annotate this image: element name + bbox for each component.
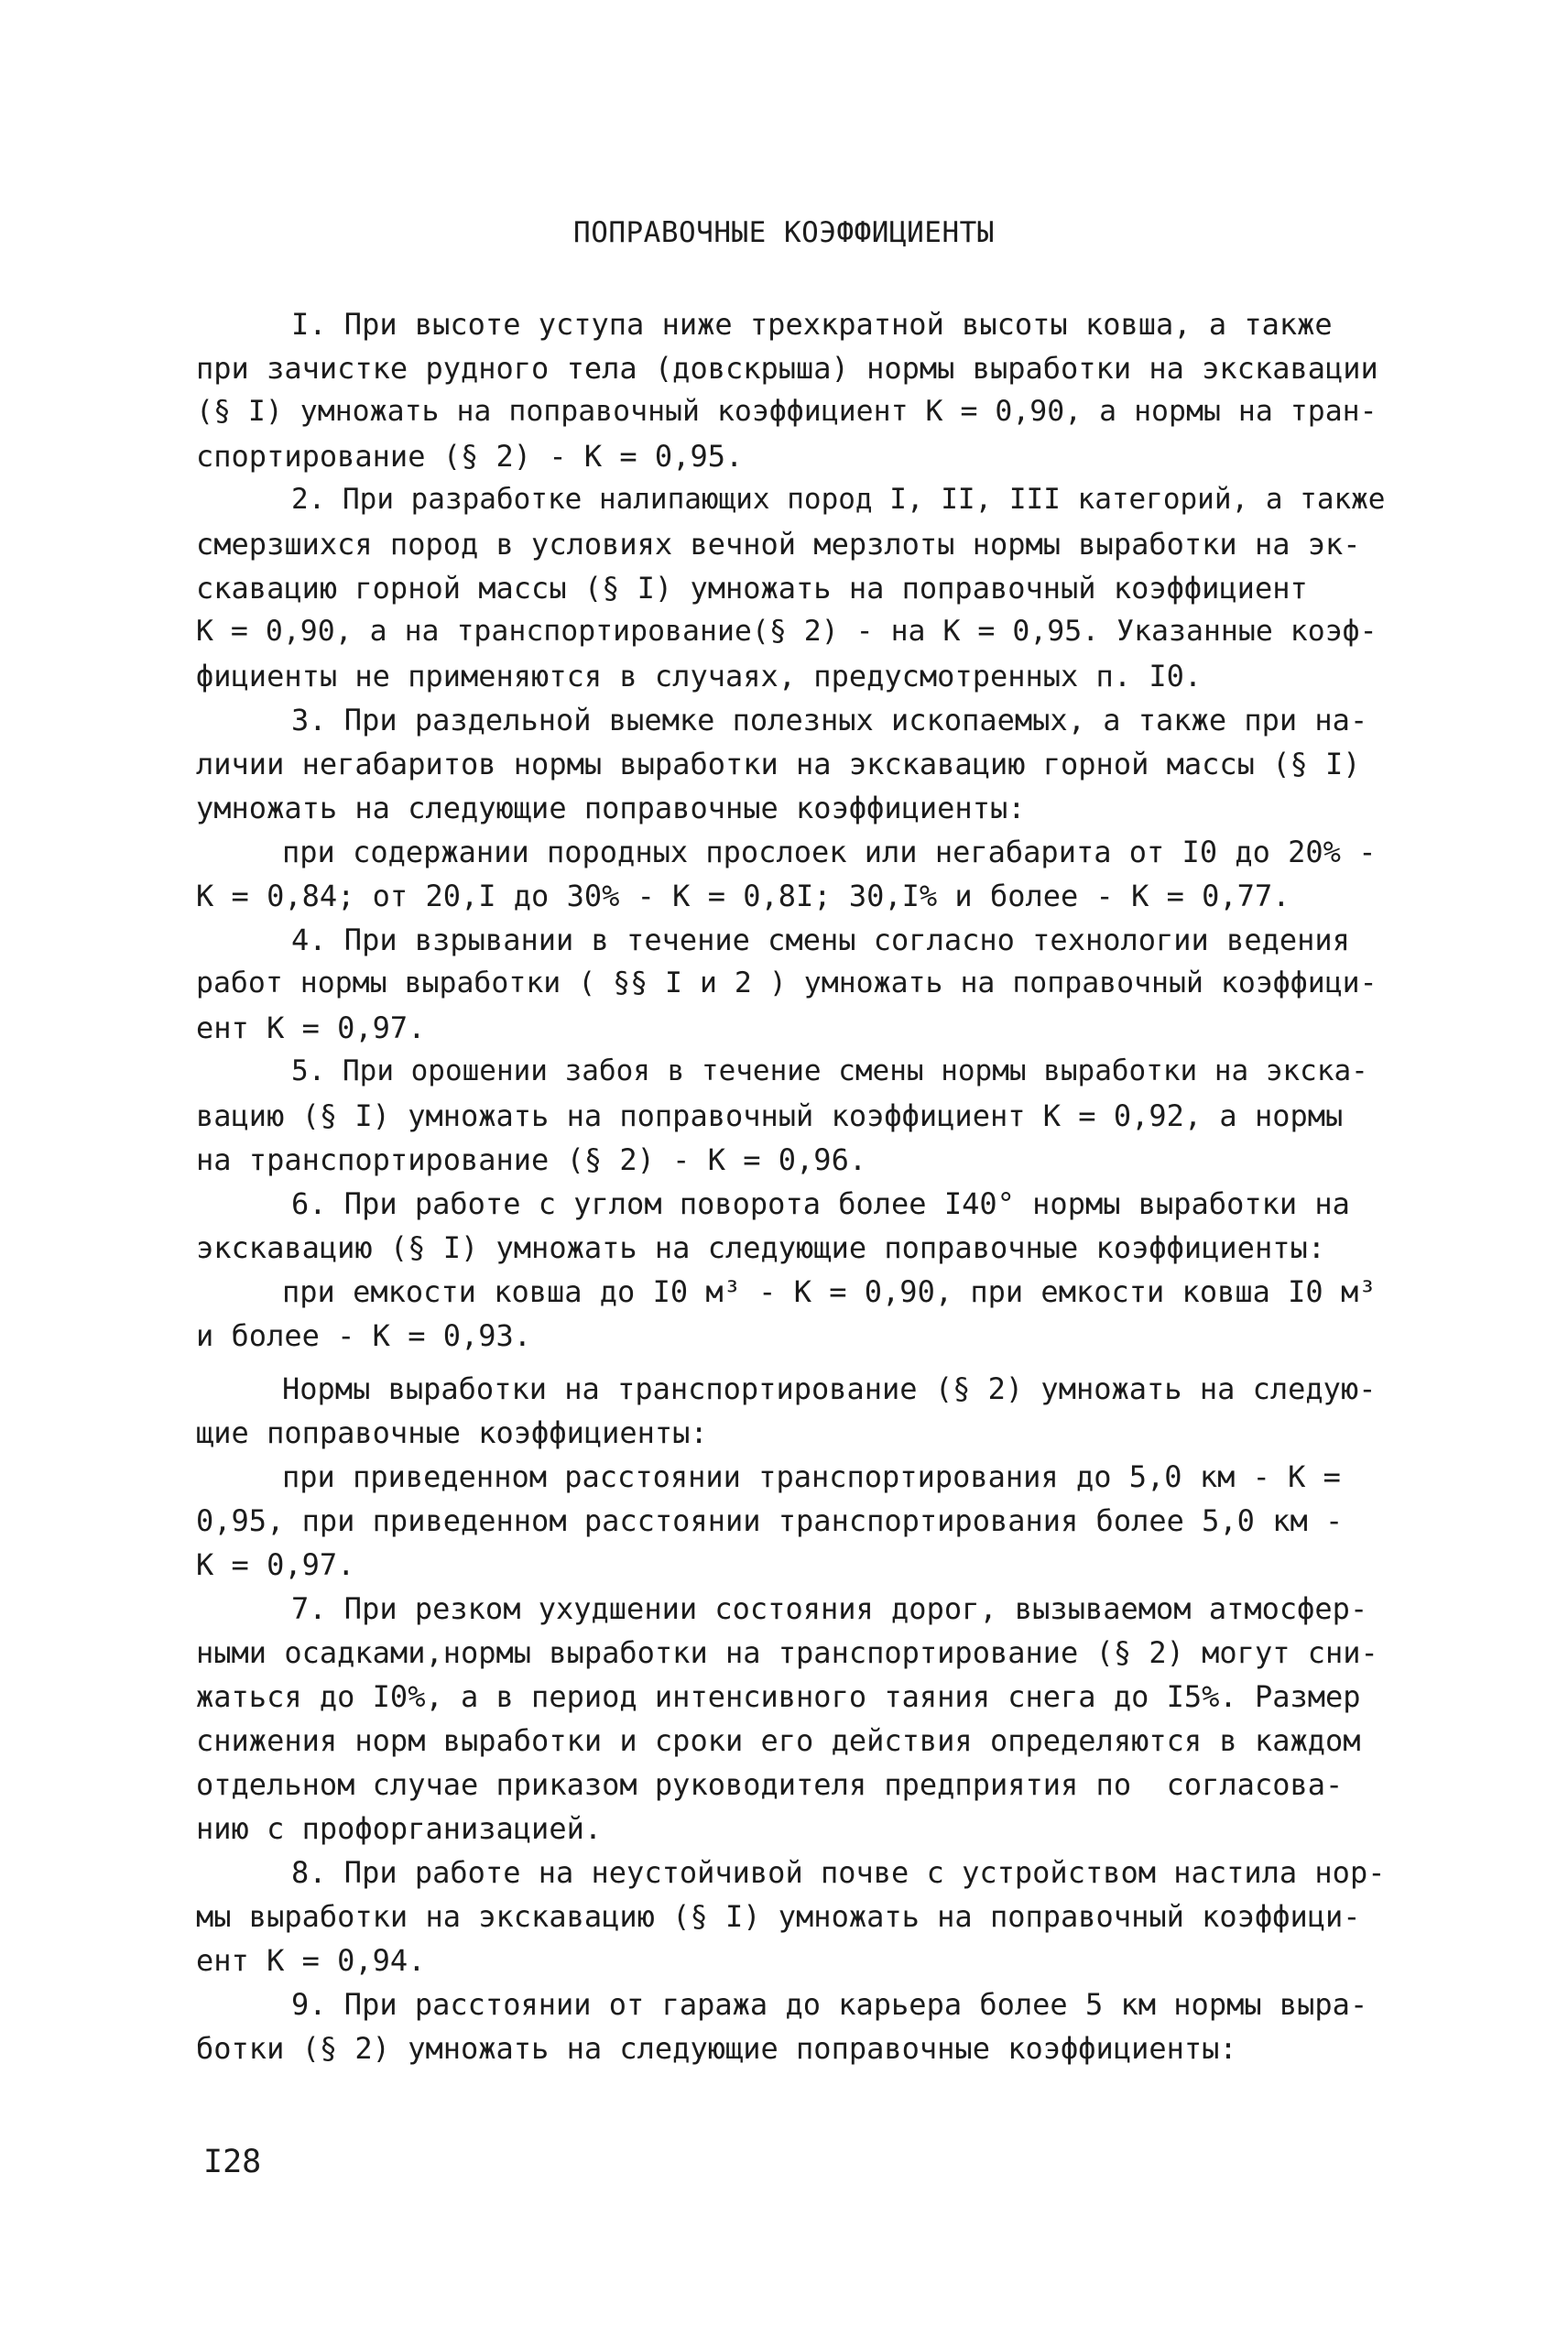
page-title: ПОПРАВОЧНЫЕ КОЭФФИЦИЕНТЫ xyxy=(573,216,995,249)
text-line: жаться до I0%, а в период интенсивного таяния снега до I5%. Размер xyxy=(196,1679,1361,1714)
text-line: 4. При взрывании в течение смены согласно технологии ведения xyxy=(291,923,1350,957)
text-line: 8. При работе на неустойчивой почве с устройством настила нор- xyxy=(291,1855,1386,1890)
text-line: К = 0,90, а на транспортирование(§ 2) - на К = 0,95. Указанные коэф- xyxy=(196,615,1377,648)
text-line: работ нормы выработки ( §§ I и 2 ) умножать на поправочный коэффици- xyxy=(196,966,1377,999)
text-line: экскавацию (§ I) умножать на следующие поправочные коэффициенты: xyxy=(196,1230,1325,1265)
text-line: скавацию горной массы (§ I) умножать на поправочный коэффициент xyxy=(196,571,1308,606)
text-line: личии негабаритов нормы выработки на экскавацию горной массы (§ I) xyxy=(196,747,1361,781)
text-line: при зачистке рудного тела (довскрыша) нормы выработки на экскавации xyxy=(196,351,1378,386)
text-line: вацию (§ I) умножать на поправочный коэффициент К = 0,92, а нормы xyxy=(196,1098,1344,1133)
text-line: I. При высоте уступа ниже трехкратной высоты ковша, а также xyxy=(291,307,1333,342)
text-line: ботки (§ 2) умножать на следующие поправочные коэффициенты: xyxy=(196,2031,1237,2066)
text-line: при емкости ковша до I0 м³ - К = 0,90, при емкости ковша I0 м³ xyxy=(282,1274,1377,1309)
page-number: I28 xyxy=(203,2144,262,2180)
text-line: 9. При расстоянии от гаража до карьера более 5 км нормы выра- xyxy=(291,1987,1368,2022)
text-line: (§ I) умножать на поправочный коэффициент К = 0,90, а нормы на тран- xyxy=(196,395,1377,428)
text-line: 2. При разработке налипающих пород I, II, III категорий, а также xyxy=(291,483,1386,516)
text-line: 7. При резком ухудшении состояния дорог, вызываемом атмосфер- xyxy=(291,1591,1368,1626)
text-line: 6. При работе с углом поворота более I40° нормы выработки на xyxy=(291,1186,1350,1221)
text-line: К = 0,97. xyxy=(196,1547,355,1582)
text-line: ными осадками,нормы выработки на транспортирование (§ 2) могут сни- xyxy=(196,1635,1378,1670)
text-line: на транспортирование (§ 2) - К = 0,96. xyxy=(196,1142,867,1177)
text-line: смерзшихся пород в условиях вечной мерзлоты нормы выработки на эк- xyxy=(196,527,1361,562)
text-line: 3. При раздельной выемке полезных ископаемых, а также при на- xyxy=(291,703,1368,737)
text-line: 5. При орошении забоя в течение смены нормы выработки на экска- xyxy=(291,1054,1368,1087)
text-line: отдельном случае приказом руководителя предприятия по согласова- xyxy=(196,1767,1344,1802)
text-line: К = 0,84; от 20,I до 30% - К = 0,8I; 30,I% и более - К = 0,77. xyxy=(196,879,1290,913)
text-line: при содержании породных прослоек или негабарита от I0 до 20% - xyxy=(282,835,1377,869)
text-line: мы выработки на экскавацию (§ I) умножать на поправочный коэффици- xyxy=(196,1899,1361,1934)
text-line: щие поправочные коэффициенты: xyxy=(196,1415,708,1450)
text-line: нию с профорганизацией. xyxy=(196,1811,603,1846)
text-line: ент К = 0,94. xyxy=(196,1943,426,1978)
text-line: ент К = 0,97. xyxy=(196,1010,426,1045)
text-line: Нормы выработки на транспортирование (§ 2) умножать на следую- xyxy=(282,1371,1377,1406)
text-line: фициенты не применяются в случаях, предусмотренных п. I0. xyxy=(196,659,1203,693)
text-line: умножать на следующие поправочные коэффициенты: xyxy=(196,791,1026,825)
text-line: и более - К = 0,93. xyxy=(196,1318,532,1353)
text-line: спортирование (§ 2) - К = 0,95. xyxy=(196,439,744,474)
text-line: при приведенном расстоянии транспортирования до 5,0 км - К = xyxy=(282,1459,1341,1494)
text-line: снижения норм выработки и сроки его действия определяются в каждом xyxy=(196,1723,1361,1758)
text-line: 0,95, при приведенном расстоянии транспортирования более 5,0 км - xyxy=(196,1503,1344,1538)
